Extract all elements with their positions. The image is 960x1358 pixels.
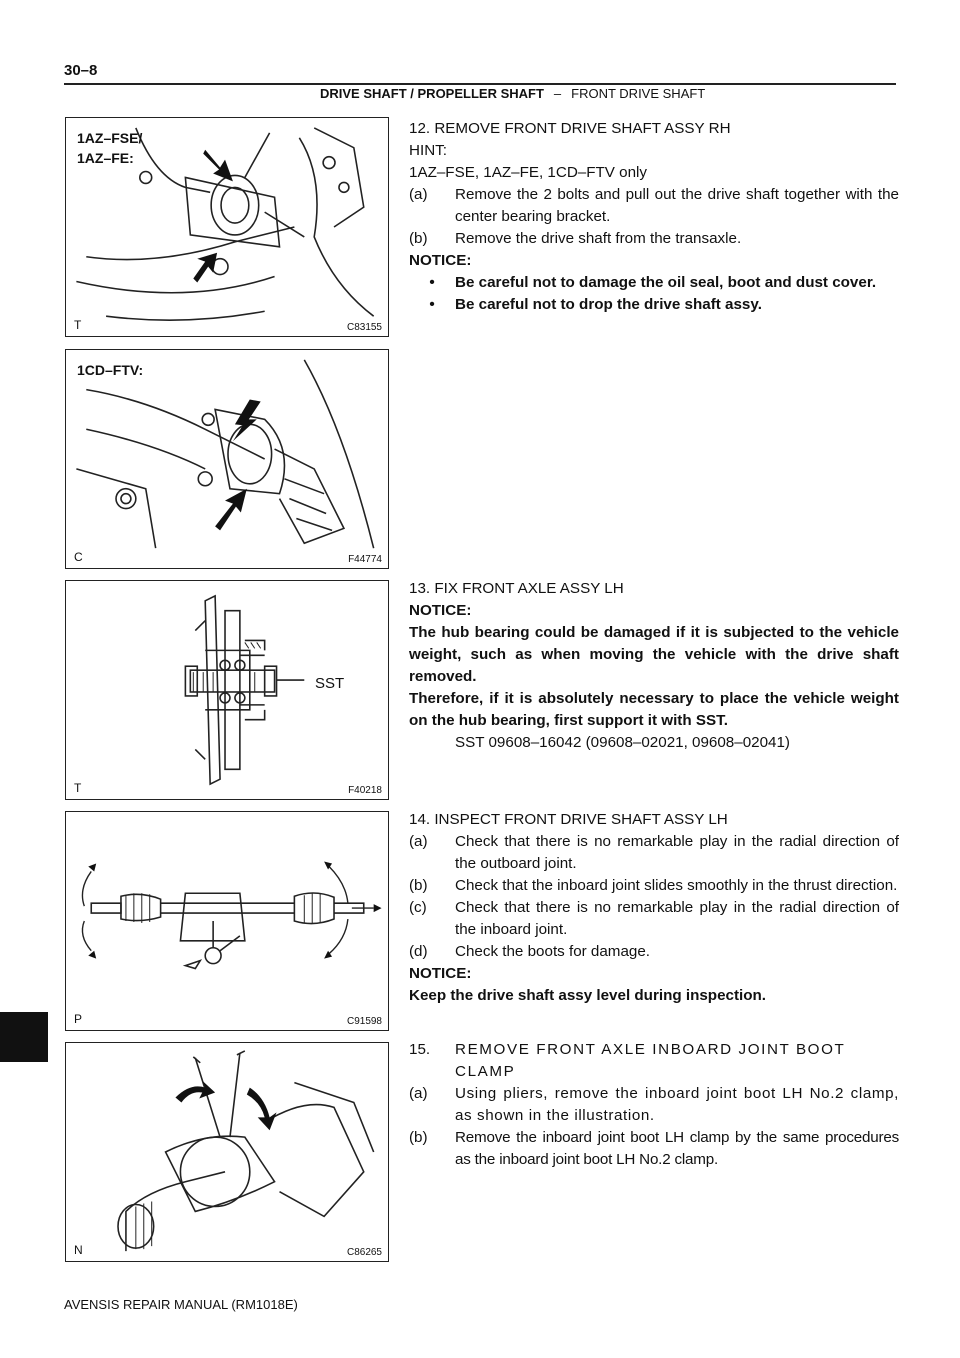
step-13-section [409, 578, 899, 754]
header-subsection: FRONT DRIVE SHAFT [571, 86, 706, 101]
figure-5-illustration [66, 1043, 388, 1261]
header-section: DRIVE SHAFT / PROPELLER SHAFT [320, 86, 544, 101]
step-14-item-d [409, 941, 899, 963]
step-12-section [409, 118, 899, 316]
figure-4-illustration [66, 812, 388, 1030]
item-lead: (d) [409, 943, 428, 960]
figure-3-code: F40218 [348, 785, 382, 796]
step-14-item-b [409, 875, 899, 897]
figure-drive-shaft-1az [65, 117, 389, 337]
item-lead: (b) [409, 230, 428, 247]
item-body: Using pliers, remove the inboard joint boot LH No.2 clamp, as shown in the illustration. [455, 1085, 899, 1124]
step-14-item-a [409, 831, 899, 875]
figure-2-corner-mark: C [74, 550, 83, 564]
figure-front-axle-sst [65, 580, 389, 800]
figure-5-corner-mark: N [74, 1243, 83, 1257]
step-12-hint: 1AZ–FSE, 1AZ–FE, 1CD–FTV only [409, 164, 648, 181]
item-body: Remove the drive shaft from the transaxle. [455, 230, 742, 247]
figure-3-corner-mark: T [74, 781, 82, 795]
step-14-notice: Keep the drive shaft assy level during inspection. [409, 987, 767, 1004]
figure-2-illustration [66, 350, 388, 568]
item-body: Check that the inboard joint slides smoothly in the thrust direction. [455, 877, 898, 894]
figure-drive-shaft-1cd [65, 349, 389, 569]
figure-1-engine-label: 1AZ–FSE/ 1AZ–FE: [77, 130, 143, 166]
item-lead: (b) [409, 877, 428, 894]
item-body: Check that there is no remarkable play in the radial direction of the outboard joint. [455, 833, 899, 872]
notice-text: Be careful not to damage the oil seal, boot and dust cover. [455, 274, 877, 291]
step-14-title: 14. INSPECT FRONT DRIVE SHAFT ASSY LH [409, 811, 728, 828]
step-12-hint-label: HINT: [409, 142, 447, 159]
figure-2-engine-label: 1CD–FTV: [77, 362, 144, 378]
step-14-notice-label: NOTICE: [409, 965, 472, 982]
item-lead: 15. [409, 1041, 431, 1058]
step-13-notice-2: Therefore, if it is absolutely necessary to place the vehicle weight on the hub bearing, first support it with SST. [409, 690, 899, 729]
step-15-title-text: REMOVE FRONT AXLE INBOARD JOINT BOOT CLAMP [455, 1041, 846, 1080]
step-13-title: 13. FIX FRONT AXLE ASSY LH [409, 580, 624, 597]
figure-4-corner-mark: P [74, 1012, 83, 1026]
item-body: Check the boots for damage. [455, 943, 651, 960]
item-body: Check that there is no remarkable play in the radial direction of the inboard joint. [455, 899, 899, 938]
step-12-item-a [409, 184, 899, 228]
figure-5-code: C86265 [346, 1247, 382, 1258]
step-12-notice-label: NOTICE: [409, 252, 472, 269]
running-header [320, 86, 705, 101]
item-lead: (c) [409, 899, 427, 916]
figure-inspect-drive-shaft [65, 811, 389, 1031]
step-12-title: 12. REMOVE FRONT DRIVE SHAFT ASSY RH [409, 120, 731, 137]
step-14-section [409, 809, 899, 1007]
step-12-item-b [409, 228, 899, 250]
figure-4-code: C91598 [346, 1016, 382, 1027]
step-12-notice-1 [409, 272, 899, 294]
section-tab-marker [0, 1012, 48, 1062]
header-separator: – [553, 86, 562, 101]
bullet-glyph: • [429, 274, 435, 291]
figure-1-code: C83155 [346, 322, 382, 333]
step-13-sst: SST 09608–16042 (09608–02021, 09608–02041) [455, 734, 790, 751]
step-12-notice-2 [409, 294, 899, 316]
notice-text: Be careful not to drop the drive shaft assy. [455, 296, 762, 313]
figure-boot-clamp-removal [65, 1042, 389, 1262]
figure-1-corner-mark: T [74, 318, 82, 332]
bullet-glyph: • [429, 296, 435, 313]
step-14-item-c [409, 897, 899, 941]
step-13-notice-label: NOTICE: [409, 602, 472, 619]
item-body: Remove the 2 bolts and pull out the drive shaft together with the center bearing bracket. [455, 186, 899, 225]
item-lead: (a) [409, 833, 428, 850]
item-lead: (a) [409, 1085, 428, 1102]
step-15-title [409, 1039, 899, 1083]
manual-footer: AVENSIS REPAIR MANUAL (RM1018E) [64, 1297, 298, 1312]
step-15-item-b [409, 1127, 899, 1171]
step-13-notice-1: The hub bearing could be damaged if it is subjected to the vehicle weight, such as when moving the vehicle with the drive shaft removed. [409, 624, 899, 685]
header-rule [64, 83, 896, 85]
item-lead: (a) [409, 186, 428, 203]
item-lead: (b) [409, 1129, 428, 1146]
figure-2-code: F44774 [348, 554, 382, 565]
item-body: Remove the inboard joint boot LH clamp by the same procedures as the inboard joint boot LH No.2 clamp. [455, 1129, 899, 1168]
step-15-item-a [409, 1083, 899, 1127]
page-number: 30–8 [64, 62, 98, 79]
step-15-section [409, 1039, 899, 1171]
figure-3-sst-callout: SST [315, 675, 345, 692]
